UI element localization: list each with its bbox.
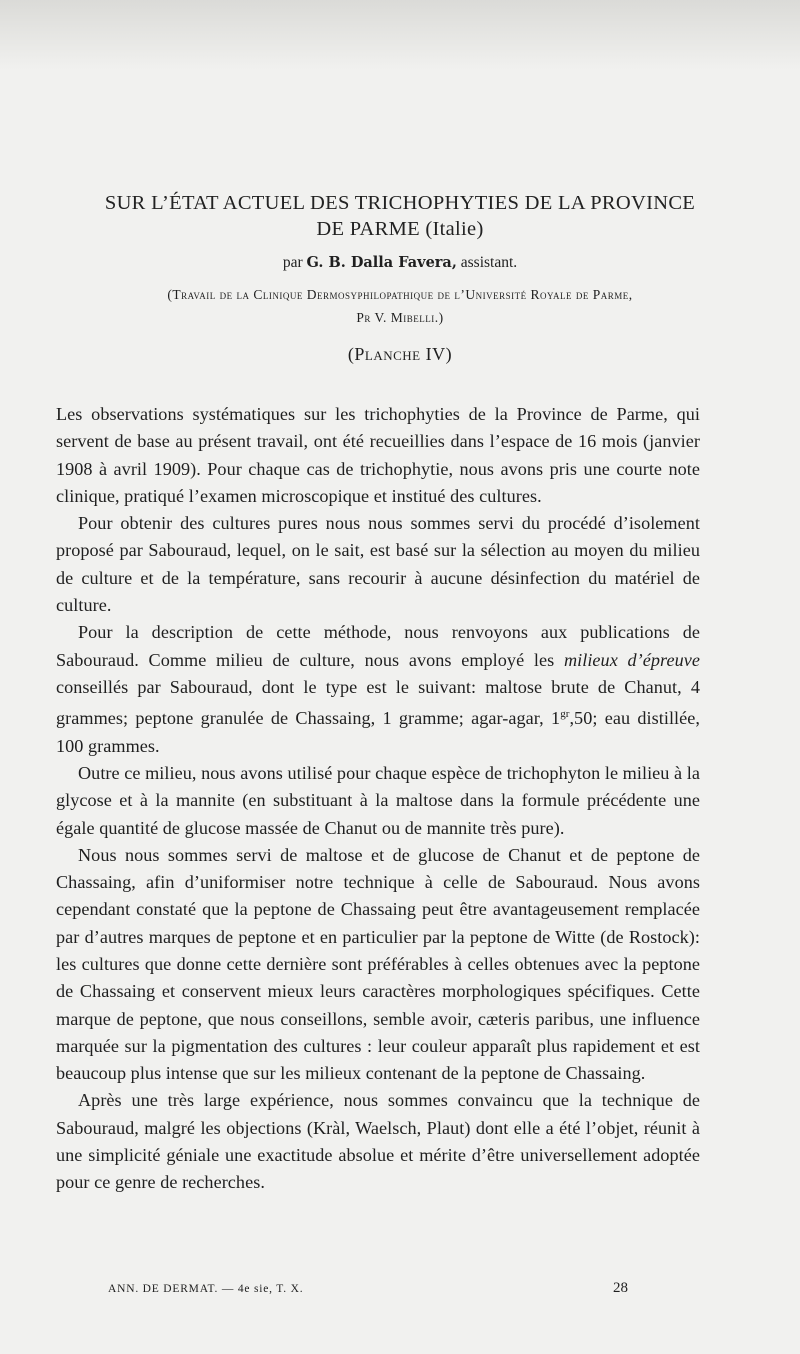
- paragraph: [56, 619, 700, 760]
- plate-reference: (Planche IV): [347, 344, 453, 364]
- author-name: G. B. Dalla Favera,: [306, 254, 457, 271]
- title-line-1: SUR L’ÉTAT ACTUEL DES TRICHOPHYTIES DE LA PROVINCE: [104, 192, 696, 214]
- affiliation-line-2: Pr V. Mibelli.): [356, 310, 444, 325]
- affiliation-line-1: (Travail de la Clinique Dermosyphilopathique de l’Université Royale de Parme,: [167, 287, 633, 302]
- byline-prefix: par: [282, 254, 303, 271]
- paragraph: Nous nous sommes servi de maltose et de glucose de Chanut et de peptone de Chassaing, afin d’uniformiser notre technique à celle de Sabouraud. Nous avons cependant constaté que la peptone de Chassaing peut être avantageusement remplacée par d’autres marques de peptone et en particulier par la peptone de Witte (de Rostock): les cultures que donne cette dernière sont préférables à celles obtenues avec la peptone de Chassaing et conservent mieux leurs caractères morphologiques spécifiques. Cette marque de peptone, que nous conseillons, semble avoir, cæteris paribus, une influence marquée sur la pigmentation des cultures : leur couleur apparaît plus rapidement et est beaucoup plus intense que sur les milieux contenant de la peptone de Chassaing.: [56, 844, 700, 1084]
- paragraph: Outre ce milieu, nous avons utilisé pour chaque espèce de trichophyton le milieu à la glycose et à la mannite (en substituant à la maltose dans la formule précédente une égale quantité de glucose massée de Chanut ou de mannite très pure).: [56, 762, 700, 838]
- title-line-2: DE PARME (Italie): [316, 218, 484, 240]
- article-body: [56, 401, 700, 1197]
- page-number: 28: [613, 1280, 628, 1296]
- article-title: [40, 190, 760, 242]
- paragraph: Pour obtenir des cultures pures nous nous sommes servi du procédé d’isolement proposé par Sabouraud, lequel, on le sait, est basé sur la sélection au moyen du milieu de culture et de la température, sans recourir à aucune désinfection du matériel de culture.: [56, 513, 700, 616]
- italic-term: milieux d’épreuve: [563, 649, 700, 670]
- paragraph-text: Pour la description de cette méthode, nous renvoyons aux publications de Sabouraud. Comme milieu de culture, nous avons employé les: [56, 622, 700, 670]
- paragraph-text: conseillés par Sabouraud, dont le type est le suivant: maltose brute de Chanut, 4 grammes; peptone granulée de Chassaing, 1 gramme; agar-agar, 1: [56, 676, 700, 729]
- byline: [40, 254, 760, 272]
- page-footer: [108, 1280, 628, 1297]
- affiliation: [55, 283, 745, 329]
- paragraph: Après une très large expérience, nous sommes convaincu que la technique de Sabouraud, malgré les objections (Kràl, Waelsch, Plaut) dont elle a été l’objet, réunit à une simplicité géniale une exactitude absolue et mérite d’être universellement adoptée pour ce genre de recherches.: [56, 1090, 700, 1193]
- author-role: assistant.: [460, 254, 518, 271]
- paragraph: Les observations systématiques sur les trichophyties de la Province de Parme, qui servent de base au présent travail, ont été recueillies dans l’espace de 16 mois (janvier 1908 à avril 1909). Pour chaque cas de trichophytie, nous avons pris une courte note clinique, pratiqué l’examen microscopique et institué des cultures.: [56, 404, 700, 506]
- unit-superscript: gr: [560, 708, 570, 721]
- paragraph-text: ,50; eau distillée, 100 grammes.: [56, 708, 700, 756]
- journal-reference: ANN. DE DERMAT. — 4e sie, T. X.: [108, 1283, 304, 1295]
